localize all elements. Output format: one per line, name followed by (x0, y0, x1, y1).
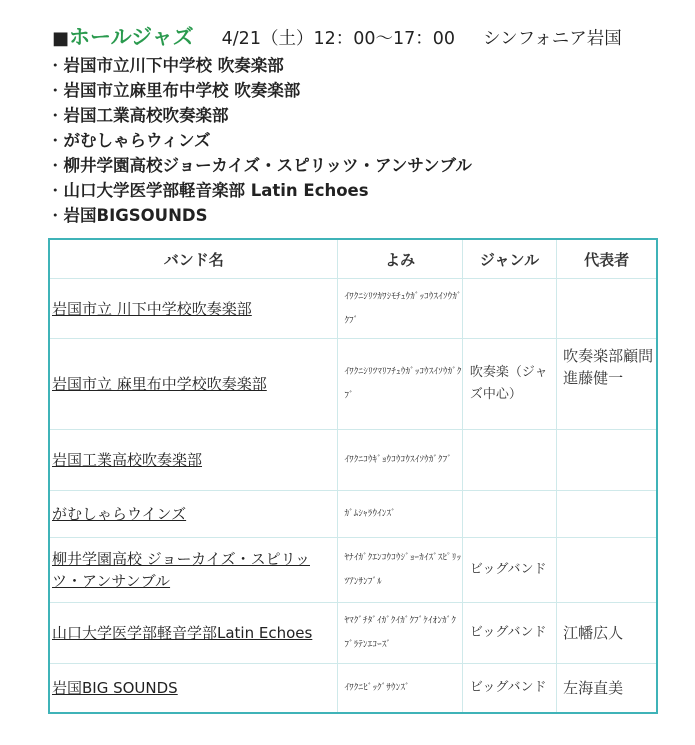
column-header-representative: 代表者 (557, 239, 657, 279)
band-name-link[interactable]: 岩国市立 麻里布中学校吹奏楽部 (52, 375, 267, 393)
representative-cell (557, 279, 657, 339)
table-row (49, 664, 657, 714)
band-bullet-list (47, 53, 472, 228)
table-row (49, 603, 657, 664)
representative-cell: 左海直美 (557, 664, 657, 714)
representative-cell (557, 491, 657, 538)
band-name-link[interactable]: 岩国市立 川下中学校吹奏楽部 (52, 299, 252, 318)
yomi-cell: ｲﾜｸﾆﾋﾞｯｸﾞｻｳﾝｽﾞ (338, 664, 462, 714)
yomi-cell: ﾔﾏｸﾞﾁﾀﾞｲｶﾞｸｲｶﾞｸﾌﾞｹｲｵﾝｶﾞｸﾌﾞﾗﾃﾝｴｺｰｽﾞ (338, 603, 462, 664)
table-header-row (49, 239, 657, 279)
band-name-cell (49, 491, 338, 538)
band-name-link[interactable]: 山口大学医学部軽音学部Latin Echoes (52, 624, 313, 642)
column-header-genre: ジャンル (462, 239, 556, 279)
band-table (48, 238, 669, 714)
band-name-link[interactable]: がむしゃらウインズ (52, 505, 187, 523)
table-row (49, 491, 657, 538)
list-item: ・ 岩国市立麻里布中学校 吹奏楽部 (47, 78, 472, 103)
genre-cell: ビッグバンド (462, 664, 556, 714)
yomi-cell: ｲﾜｸﾆｼﾘﾂﾏﾘﾌﾁｭｳｶﾞｯｺｳｽｲｿｳｶﾞｸﾌﾞ (338, 339, 462, 430)
list-item: ・ 山口大学医学部軽音楽部 Latin Echoes (47, 178, 472, 203)
band-name-link[interactable]: 岩国BIG SOUNDS (52, 679, 178, 697)
yomi-cell: ｲﾜｸﾆｺｳｷﾞｮｳｺｳｺｳｽｲｿｳｶﾞｸﾌﾞ (338, 430, 462, 491)
event-title: ホールジャズ (69, 25, 194, 49)
representative-cell (557, 538, 657, 603)
band-name-link[interactable]: 柳井学園高校 ジョーカイズ・スピリッツ・アンサンブル (52, 550, 310, 590)
yomi-cell: ｶﾞﾑｼｬﾗｳｲﾝｽﾞ (338, 491, 462, 538)
event-date-time: 4/21（土）12：00〜17：00 (221, 29, 456, 49)
band-name-cell (49, 279, 338, 339)
list-item: ・ 岩国BIGSOUNDS (47, 203, 472, 228)
square-bullet-icon: ■ (52, 28, 70, 49)
column-header-yomi: よみ (338, 239, 462, 279)
event-venue: シンフォニア岩国 (483, 29, 622, 49)
list-item: ・ がむしゃらウィンズ (47, 128, 472, 153)
band-name-cell (49, 603, 338, 664)
table-row (49, 339, 657, 430)
band-name-cell (49, 664, 338, 714)
table-row (49, 430, 657, 491)
genre-cell (462, 430, 556, 491)
genre-cell (462, 279, 556, 339)
band-name-cell (49, 538, 338, 603)
genre-cell: ビッグバンド (462, 538, 556, 603)
genre-cell (462, 491, 556, 538)
band-name-cell (49, 430, 338, 491)
representative-cell: 吹奏楽部顧問 進藤健一 (557, 339, 657, 430)
list-item: ・ 岩国市立川下中学校 吹奏楽部 (47, 53, 472, 78)
list-item: ・ 柳井学園高校ジョーカイズ・スピリッツ・アンサンブル (47, 153, 472, 178)
representative-cell: 江幡広人 (557, 603, 657, 664)
list-item: ・ 岩国工業高校吹奏楽部 (47, 103, 472, 128)
band-name-link[interactable]: 岩国工業高校吹奏楽部 (52, 451, 203, 469)
representative-cell (557, 430, 657, 491)
genre-cell: 吹奏楽（ジャズ中心） (462, 339, 556, 430)
genre-cell: ビッグバンド (462, 603, 556, 664)
band-name-cell (49, 339, 338, 430)
yomi-cell: ﾔﾅｲｶﾞｸｴﾝｺｳｺｳｼﾞｮｰｶｲｽﾞｽﾋﾟﾘｯﾂｱﾝｻﾝﾌﾞﾙ (338, 538, 462, 603)
event-header (52, 22, 692, 54)
yomi-cell: ｲﾜｸﾆｼﾘﾂｶﾜｼﾓﾁｭｳｶﾞｯｺｳｽｲｿｳｶﾞｸﾌﾞ (338, 279, 462, 339)
column-header-band-name: バンド名 (49, 239, 338, 279)
table-row (49, 538, 657, 603)
table-row (49, 279, 657, 339)
